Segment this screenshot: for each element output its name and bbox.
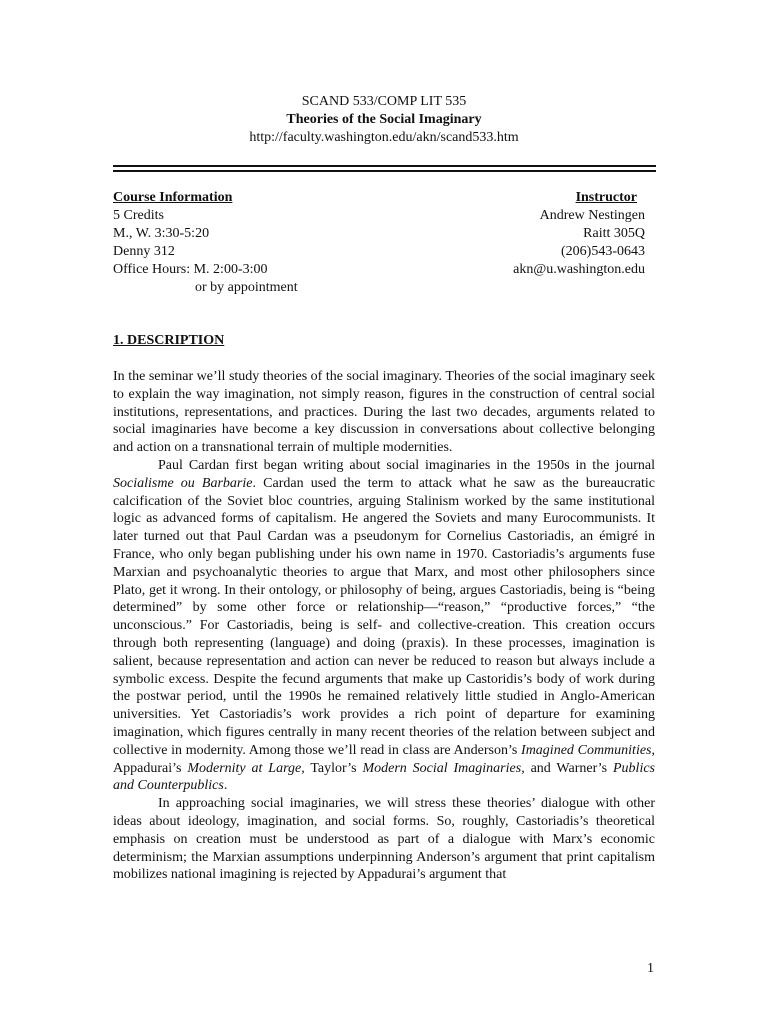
page-number: 1	[647, 961, 654, 976]
p2-text-d: Taylor’s	[304, 760, 363, 776]
header-divider-bottom	[113, 170, 656, 172]
description-paragraph-2	[113, 457, 655, 795]
p2-text-f: .	[223, 778, 228, 794]
course-information-block	[113, 189, 413, 297]
course-title: Theories of the Social Imaginary	[286, 112, 482, 127]
office-hours: Office Hours: M. 2:00-3:00	[113, 262, 268, 277]
journal-title: Socialisme ou Barbarie	[113, 475, 253, 491]
schedule: M., W. 3:30-5:20	[113, 226, 210, 241]
header-divider-top	[113, 165, 656, 167]
credits: 5 Credits	[113, 208, 164, 223]
description-body	[113, 368, 655, 884]
section-heading-description: 1. DESCRIPTION	[113, 333, 225, 348]
book-title-imagined-communities: Imagined Communities	[521, 742, 652, 758]
p2-text-a: Paul Cardan first began writing about social imaginaries in the 1950s in the journal	[158, 457, 655, 473]
book-title-modernity-at-large: Modernity at Large,	[187, 760, 305, 776]
instructor-heading: Instructor	[575, 190, 637, 205]
description-paragraph-3: In approaching social imaginaries, we will stress these theories’ dialogue with other ideas about ideology, imagination, and social forms. So, roughly, Castoriadis’s theoretical emphasis on creation must be understood as part of a dialogue with Marx’s economic determinism; the Marxian assumptions underpinning Anderson’s argument that print capitalism mobilizes national imagining is rejected by Appadurai’s argument that	[113, 796, 655, 883]
p2-text-c: , Appadurai’s	[113, 742, 656, 776]
instructor-block	[420, 189, 645, 279]
course-information-heading: Course Information	[113, 190, 233, 205]
course-code: SCAND 533/COMP LIT 535	[301, 94, 467, 109]
book-title-modern-social-imaginaries: Modern Social Imaginaries	[362, 760, 522, 776]
instructor-email[interactable]: akn@u.washington.edu	[513, 262, 645, 277]
p2-text-e: , and Warner’s	[521, 760, 613, 776]
instructor-phone: (206)543-0643	[561, 244, 645, 259]
book-title-publics-and-counterpublics: Publics and Counterpublics	[113, 760, 655, 794]
room: Denny 312	[113, 244, 175, 259]
instructor-office: Raitt 305Q	[583, 226, 645, 241]
appointment-note: or by appointment	[195, 280, 298, 295]
instructor-name: Andrew Nestingen	[539, 208, 645, 223]
course-url[interactable]: http://faculty.washington.edu/akn/scand533.htm	[249, 130, 519, 145]
description-paragraph-1: In the seminar we’ll study theories of the social imaginary. Theories of the social imaginary seek to explain the way imagination, not simply reason, figures in the construction of central social institutions, representations, and practices. During the last two decades, arguments related to social imaginaries have become a key discussion in conversations about collective belonging and action on a transnational terrain of multiple modernities.	[113, 369, 655, 456]
p2-text-b: . Cardan used the term to attack what he saw as the bureaucratic calcification of the Soviet bloc countries, arguing Stalinism worked by the same institutional logic as advanced forms of capitalism. He angered the Soviets and many Eurocommunists. It later turned out that Paul Cardan was a pseudonym for Cornelius Castoriadis, an émigré in France, who only began publishing under his own name in 1970. Castoriadis’s arguments fuse Marxian and psychoanalytic theories to argue that Marx, and most other philosophers since Plato, get it wrong. In their ontology, or philosophy of being, argues Castoriadis, being is “being determined” by some other force or relationship—“reason,” “productive forces,” “the unconscious.” For Castoriadis, being is self- and collective-creation. This creation occurs through both representing (language) and doing (praxis). In these processes, imagination is salient, because representation and action can never be reduced to reason but always include a symbolic excess. Despite the fecund arguments that make up Castoridis’s body of work during the postwar period, until the 1990s he remained relatively little studied in Anglo-American universities. Yet Castoriadis’s work provides a rich point of departure for examining imagination, which figures centrally in many recent theories of the relation between subject and collective in modernity. Among those we’ll read in class are Anderson’s	[113, 475, 655, 758]
